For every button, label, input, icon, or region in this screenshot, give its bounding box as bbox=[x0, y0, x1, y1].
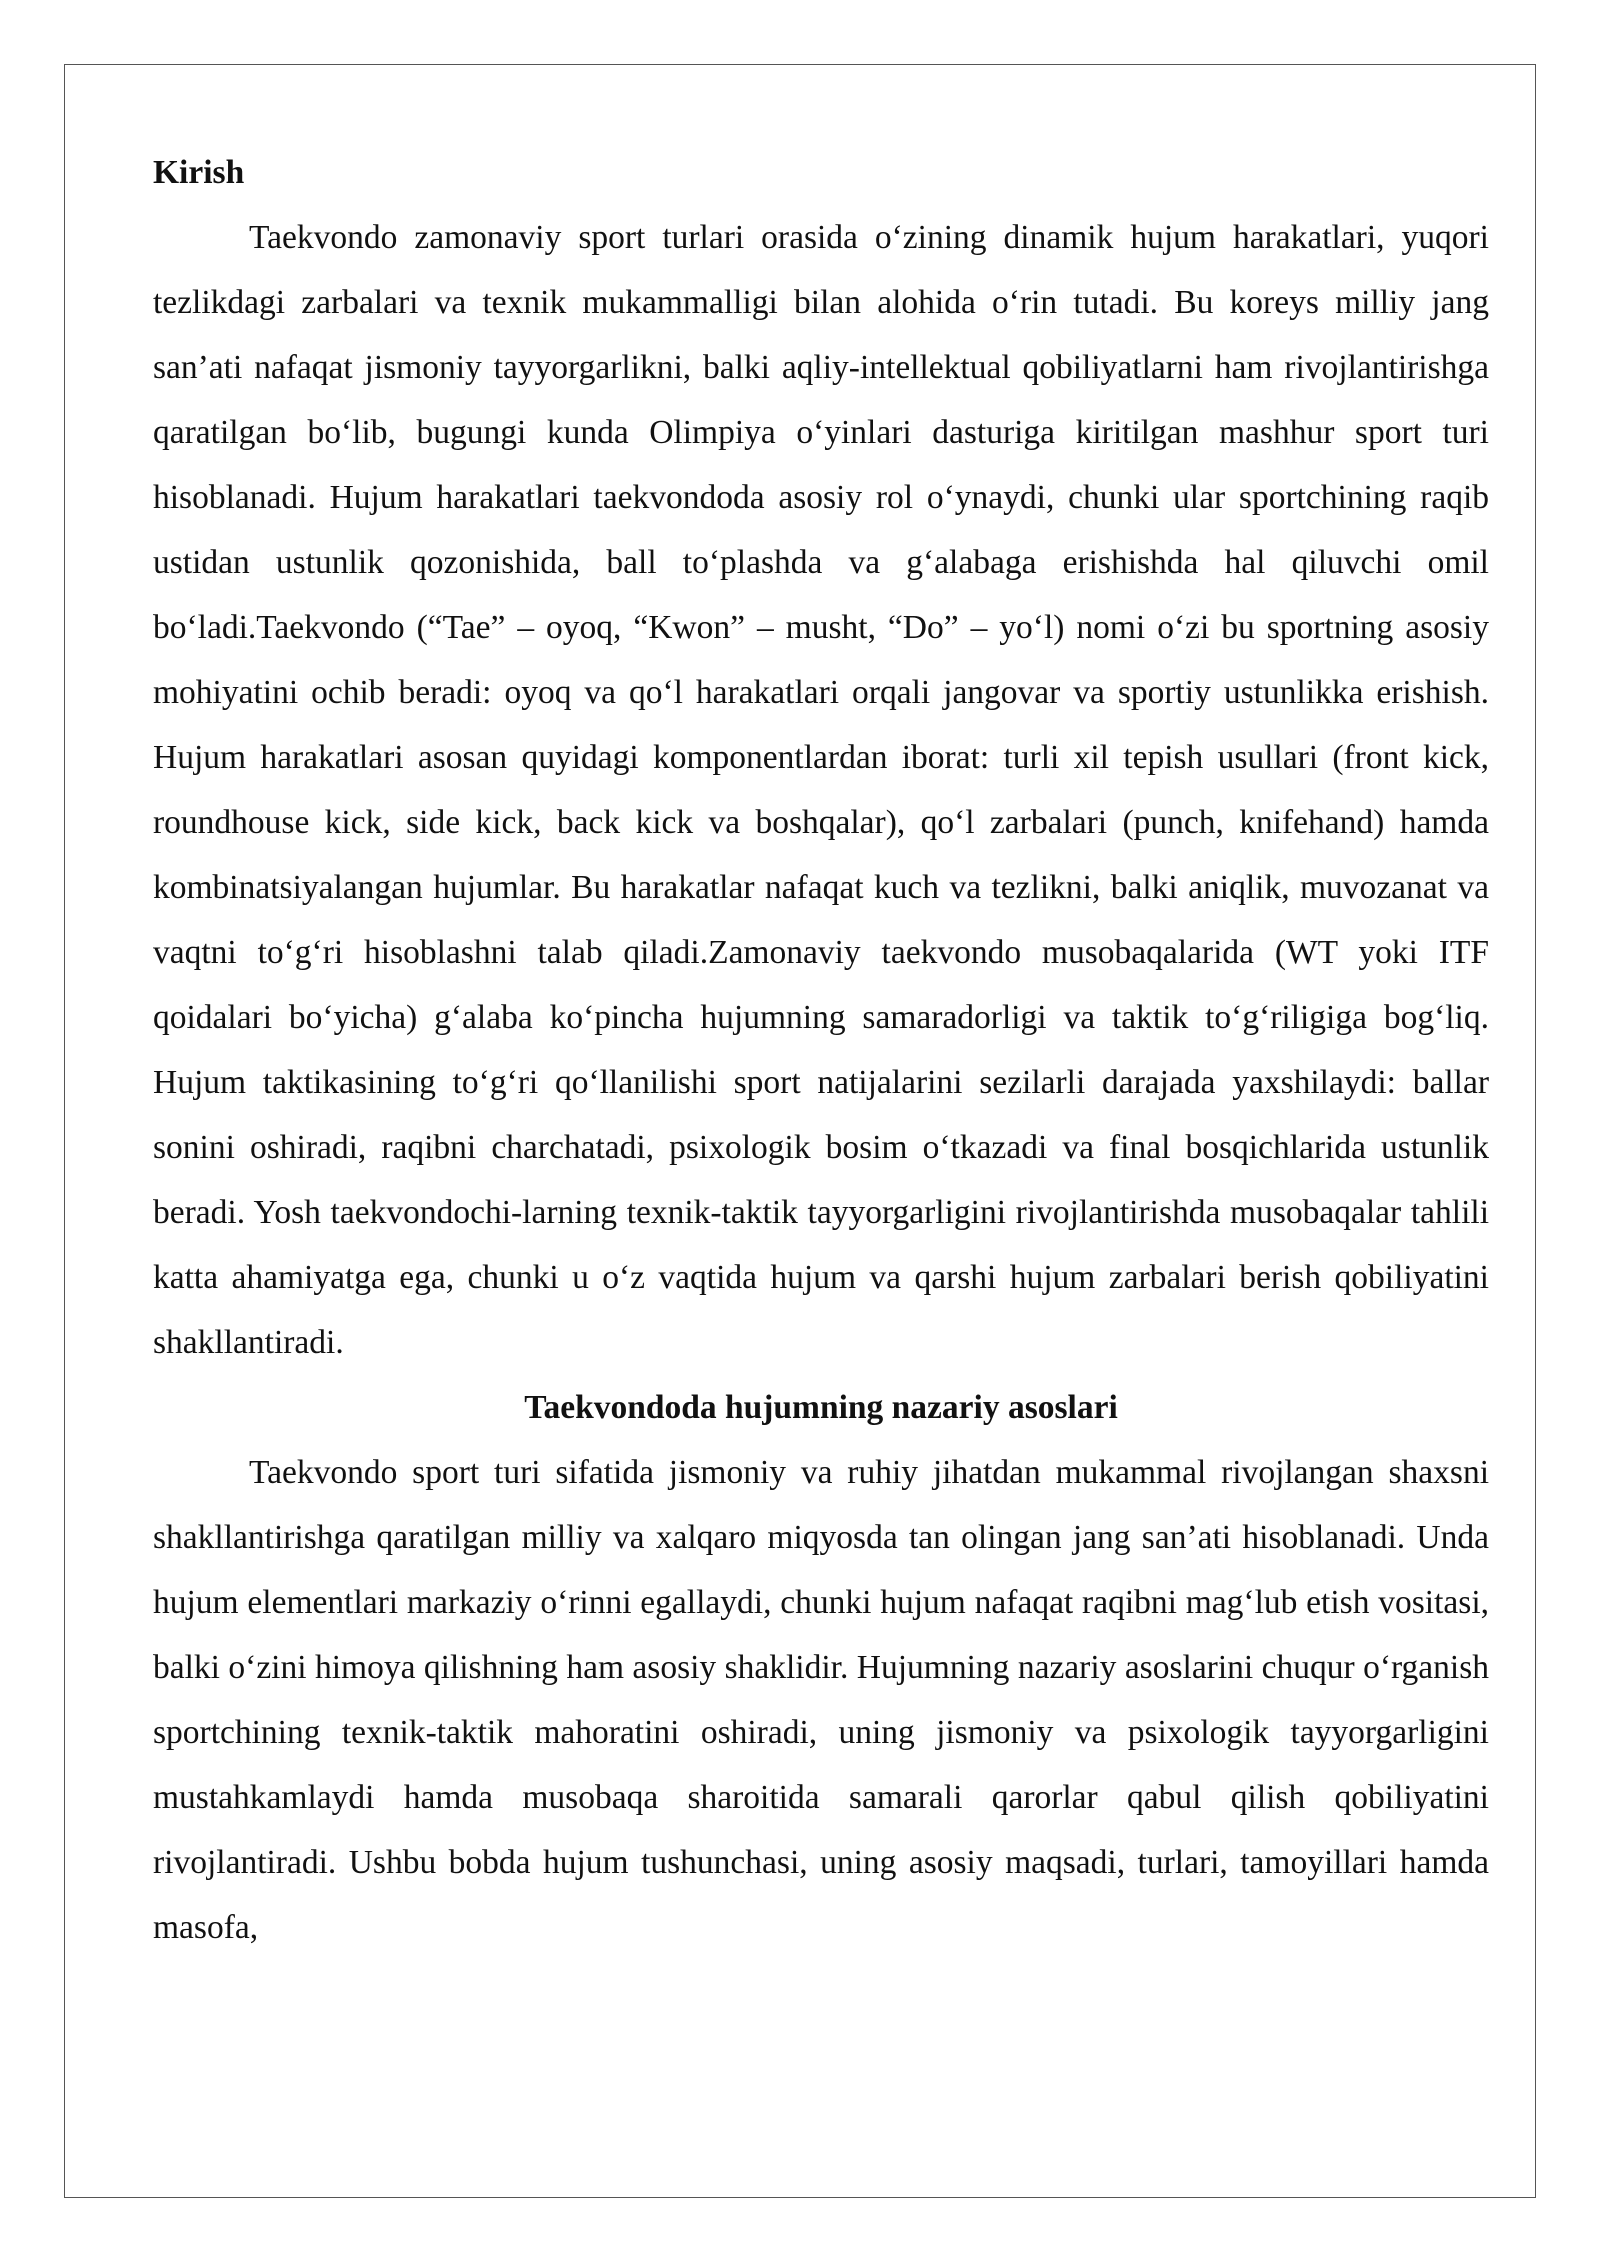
theory-paragraph: Taekvondo sport turi sifatida jismoniy va ruhiy jihatdan mukammal rivojlangan shaxsni shakllantirishga qaratilgan milliy va xalqaro miqyosda tan olingan jang san’ati hisoblanadi. Unda hujum elementlari markaziy o‘rinni egallaydi, chunki hujum nafaqat raqibni mag‘lub etish vositasi, balki o‘zini himoya qilishning ham asosiy shaklidir. Hujumning nazariy asoslarini chuqur o‘rganish sportchining texnik-taktik mahoratini oshiradi, uning jismoniy va psixologik tayyorgarligini mustahkamlaydi hamda musobaqa sharoitida samarali qarorlar qabul qilish qobiliyatini rivojlantiradi. Ushbu bobda hujum tushunchasi, uning asosiy maqsadi, turlari, tamoyillari hamda masofa, bbox=[153, 1454, 1489, 1946]
intro-paragraph: Taekvondo zamonaviy sport turlari orasida o‘zining dinamik hujum harakatlari, yuqori tezlikdagi zarbalari va texnik mukammalligi bilan alohida o‘rin tutadi. Bu koreys milliy jang san’ati nafaqat jismoniy tayyorgarlikni, balki aqliy-intellektual qobiliyatlarni ham rivojlantirishga qaratilgan bo‘lib, bugungi kunda Olimpiya o‘yinlari dasturiga kiritilgan mashhur sport turi hisoblanadi. Hujum harakatlari taekvondoda asosiy rol o‘ynaydi, chunki ular sportchining raqib ustidan ustunlik qozonishida, ball to‘plashda va g‘alabaga erishishda hal qiluvchi omil bo‘ladi.Taekvondo (“Tae” – oyoq, “Kwon” – musht, “Do” – yo‘l) nomi o‘zi bu sportning asosiy mohiyatini ochib beradi: oyoq va qo‘l harakatlari orqali jangovar va sportiy ustunlikka erishish. Hujum harakatlari asosan quyidagi komponentlardan iborat: turli xil tepish usullari (front kick, roundhouse kick, side kick, back kick va boshqalar), qo‘l zarbalari (punch, knifehand) hamda kombinatsiyalangan hujumlar. Bu harakatlar nafaqat kuch va tezlikni, balki aniqlik, muvozanat va vaqtni to‘g‘ri hisoblashni talab qiladi.Zamonaviy taekvondo musobaqalarida (WT yoki ITF qoidalari bo‘yicha) g‘alaba ko‘pincha hujumning samaradorligi va taktik to‘g‘riligiga bog‘liq. Hujum taktikasining to‘g‘ri qo‘llanilishi sport natijalarini sezilarli darajada yaxshilaydi: ballar sonini oshiradi, raqibni charchatadi, psixologik bosim o‘tkazadi va final bosqichlarida ustunlik beradi. Yosh taekvondochi-larning texnik-taktik tayyorgarligini rivojlantirishda musobaqalar tahlili katta ahamiyatga ega, chunki u o‘z vaqtida hujum va qarshi hujum zarbalari berish qobiliyatini shakllantiradi. bbox=[153, 219, 1489, 1361]
section-heading-kirish: Kirish bbox=[153, 154, 245, 191]
section-heading-theory: Taekvondoda hujumning nazariy asoslari bbox=[524, 1389, 1118, 1426]
document-body bbox=[153, 140, 1489, 1960]
